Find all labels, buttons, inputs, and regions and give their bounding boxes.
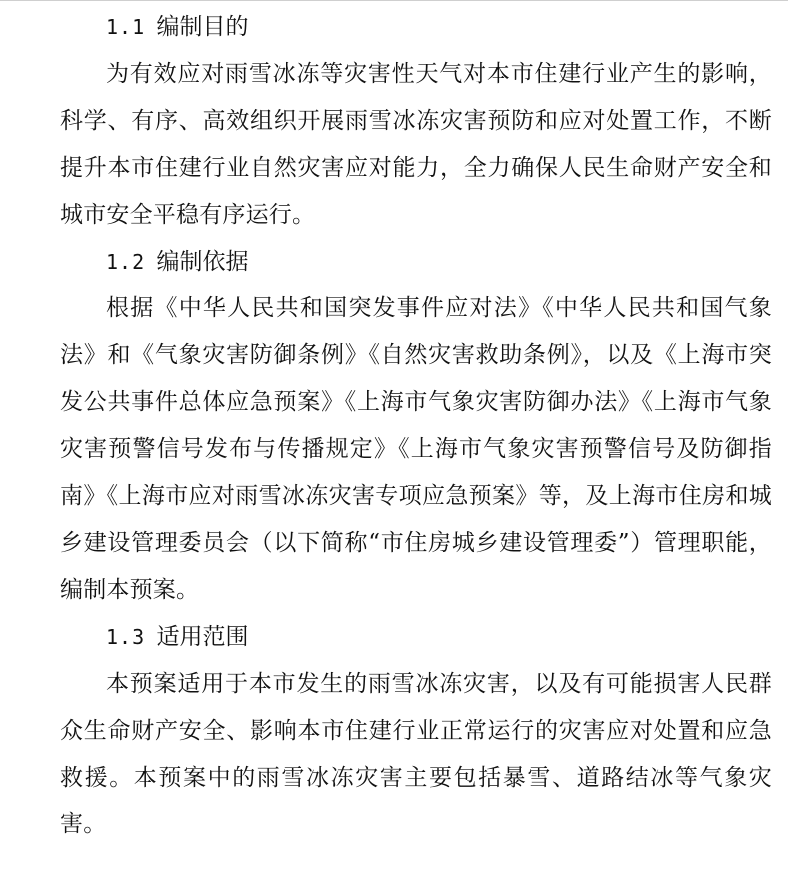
section-number: 1.3 [106,624,146,649]
section-number: 1.1 [106,15,146,39]
section-body-1-1: 为有效应对雨雪冰冻等灾害性天气对本市住建行业产生的影响，科学、有序、高效组织开展雨雪冰冻灾害预防和应对处置工作，不断提升本市住建行业自然灾害应对能力，全力确保人民生命财产安全和城市安全平稳有序运行。 [60,60,772,228]
section-heading-1-3 [60,614,772,661]
section-heading-1-1 [60,4,772,51]
section-body-1-3: 本预案适用于本市发生的雨雪冰冻灾害，以及有可能损害人民群众生命财产安全、影响本市住建行业正常运行的灾害应对处置和应急救援。本预案中的雨雪冰冻灾害主要包括暴雪、道路结冰等气象灾害。 [60,670,772,838]
section-title: 适用范围 [156,623,249,650]
document-content [60,4,772,848]
section-heading-1-2 [60,239,772,286]
section-body-1-2: 根据《中华人民共和国突发事件应对法》《中华人民共和国气象法》和《气象灾害防御条例》《自然灾害救助条例》，以及《上海市突发公共事件总体应急预案》《上海市气象灾害防御办法》《上海市气象灾害预警信号发布与传播规定》《上海市气象灾害预警信号及防御指南》《上海市应对雨雪冰冻灾害专项应急预案》等，及上海市住房和城乡建设管理委员会（以下简称“市住房城乡建设管理委”）管理职能，编制本预案。 [60,295,772,603]
section-title: 编制目的 [156,14,249,40]
section-number: 1.2 [106,249,146,274]
section-title: 编制依据 [156,248,249,275]
